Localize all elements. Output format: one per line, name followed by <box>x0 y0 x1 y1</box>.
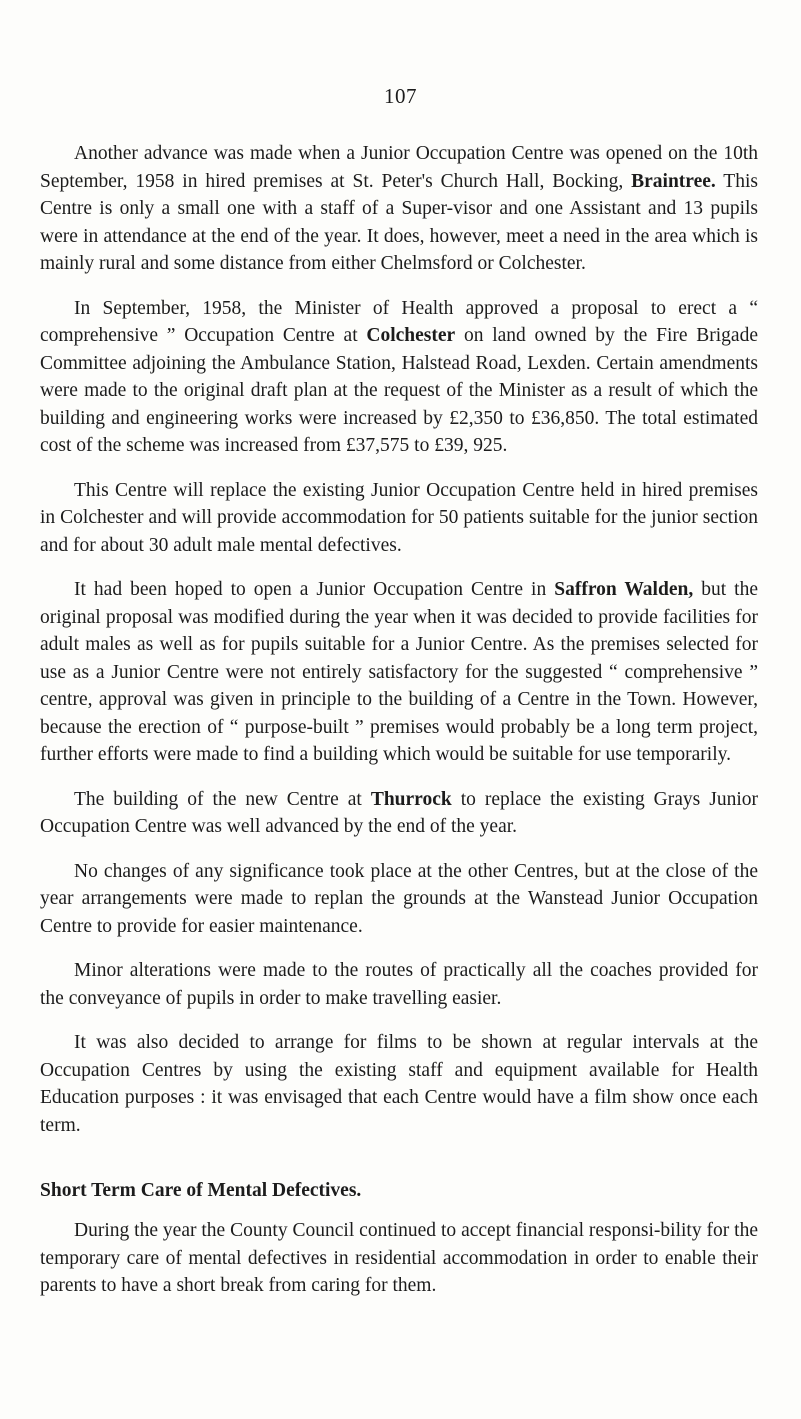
section-heading: Short Term Care of Mental Defectives. <box>40 1180 362 1201</box>
place-saffron-walden: Saffron Walden, <box>554 579 694 600</box>
paragraph-films: It was also decided to arrange for films to be shown at regular intervals at the Occupation Centres by using the existing staff and equipment available for Health Education purposes : it was envisaged that each Centre would have a film show once each term. <box>40 1032 758 1136</box>
page-number: 107 <box>384 84 417 108</box>
paragraph-colchester-replacement: This Centre will replace the existing Junior Occupation Centre held in hired premises in Colchester and will provide accommodation for 50 patients suitable for the junior section and for about 30 adult male mental defectives. <box>40 479 758 556</box>
paragraph-short-term-care: During the year the County Council continued to accept financial responsi-bility for the temporary care of mental defectives in residential accommodation in order to enable their parents to have a short break from caring for them. <box>40 1220 758 1296</box>
place-braintree: Braintree. <box>631 170 716 192</box>
paragraph-coaches: Minor alterations were made to the routes of practically all the coaches provided for the conveyance of pupils in order to make travelling easier. <box>40 960 758 1009</box>
place-thurrock: Thurrock <box>370 788 452 810</box>
paragraph-saffron-walden: It had been hoped to open a Junior Occupation Centre in Saffron Walden, but the original proposal was modified during the year when it was decided to provide facilities for adult males as well as for pupils suitable for a Junior Centre. As the premises selected for use as a Junior Centre were not entirely satisfactory for the suggested “ comprehensive ” centre, approval was given in principle to the building of a Centre in the Town. However, because the erection of “ purpose-built ” premises would probably be a long term project, further efforts were made to find a building which would be suitable for use temporarily. <box>40 579 758 765</box>
paragraph-thurrock: The building of the new Centre at Thurrock to replace the existing Grays Junior Occupation Centre was well advanced by the end of the year. <box>40 788 758 837</box>
paragraph-braintree: Another advance was made when a Junior Occupation Centre was opened on the 10th September, 1958 in hired premises at St. Peter's Church Hall, Bocking, Braintree. This Centre is only a small one with a staff of a Super-visor and one Assistant and 13 pupils were in attendance at the end of the year. It does, however, meet a need in the area which is mainly rural and some distance from either Chelmsford or Colchester. <box>40 143 758 274</box>
paragraph-wanstead: No changes of any significance took place at the other Centres, but at the close of the year arrangements were made to replan the grounds at the Wanstead Junior Occupation Centre to provide for easier maintenance. <box>40 860 758 937</box>
paragraph-colchester: In September, 1958, the Minister of Health approved a proposal to erect a “ comprehensive ” Occupation Centre at Colchester on land owned by the Fire Brigade Committee adjoining the Ambulance Station, Halstead Road, Lexden. Certain amendments were made to the original draft plan at the request of the Minister as a result of which the building and engineering works were increased by £2,350 to £36,850. The total estimated cost of the scheme was increased from £37,575 to £39, 925. <box>40 297 758 456</box>
page-body <box>40 140 758 1317</box>
place-colchester: Colchester <box>366 325 456 346</box>
